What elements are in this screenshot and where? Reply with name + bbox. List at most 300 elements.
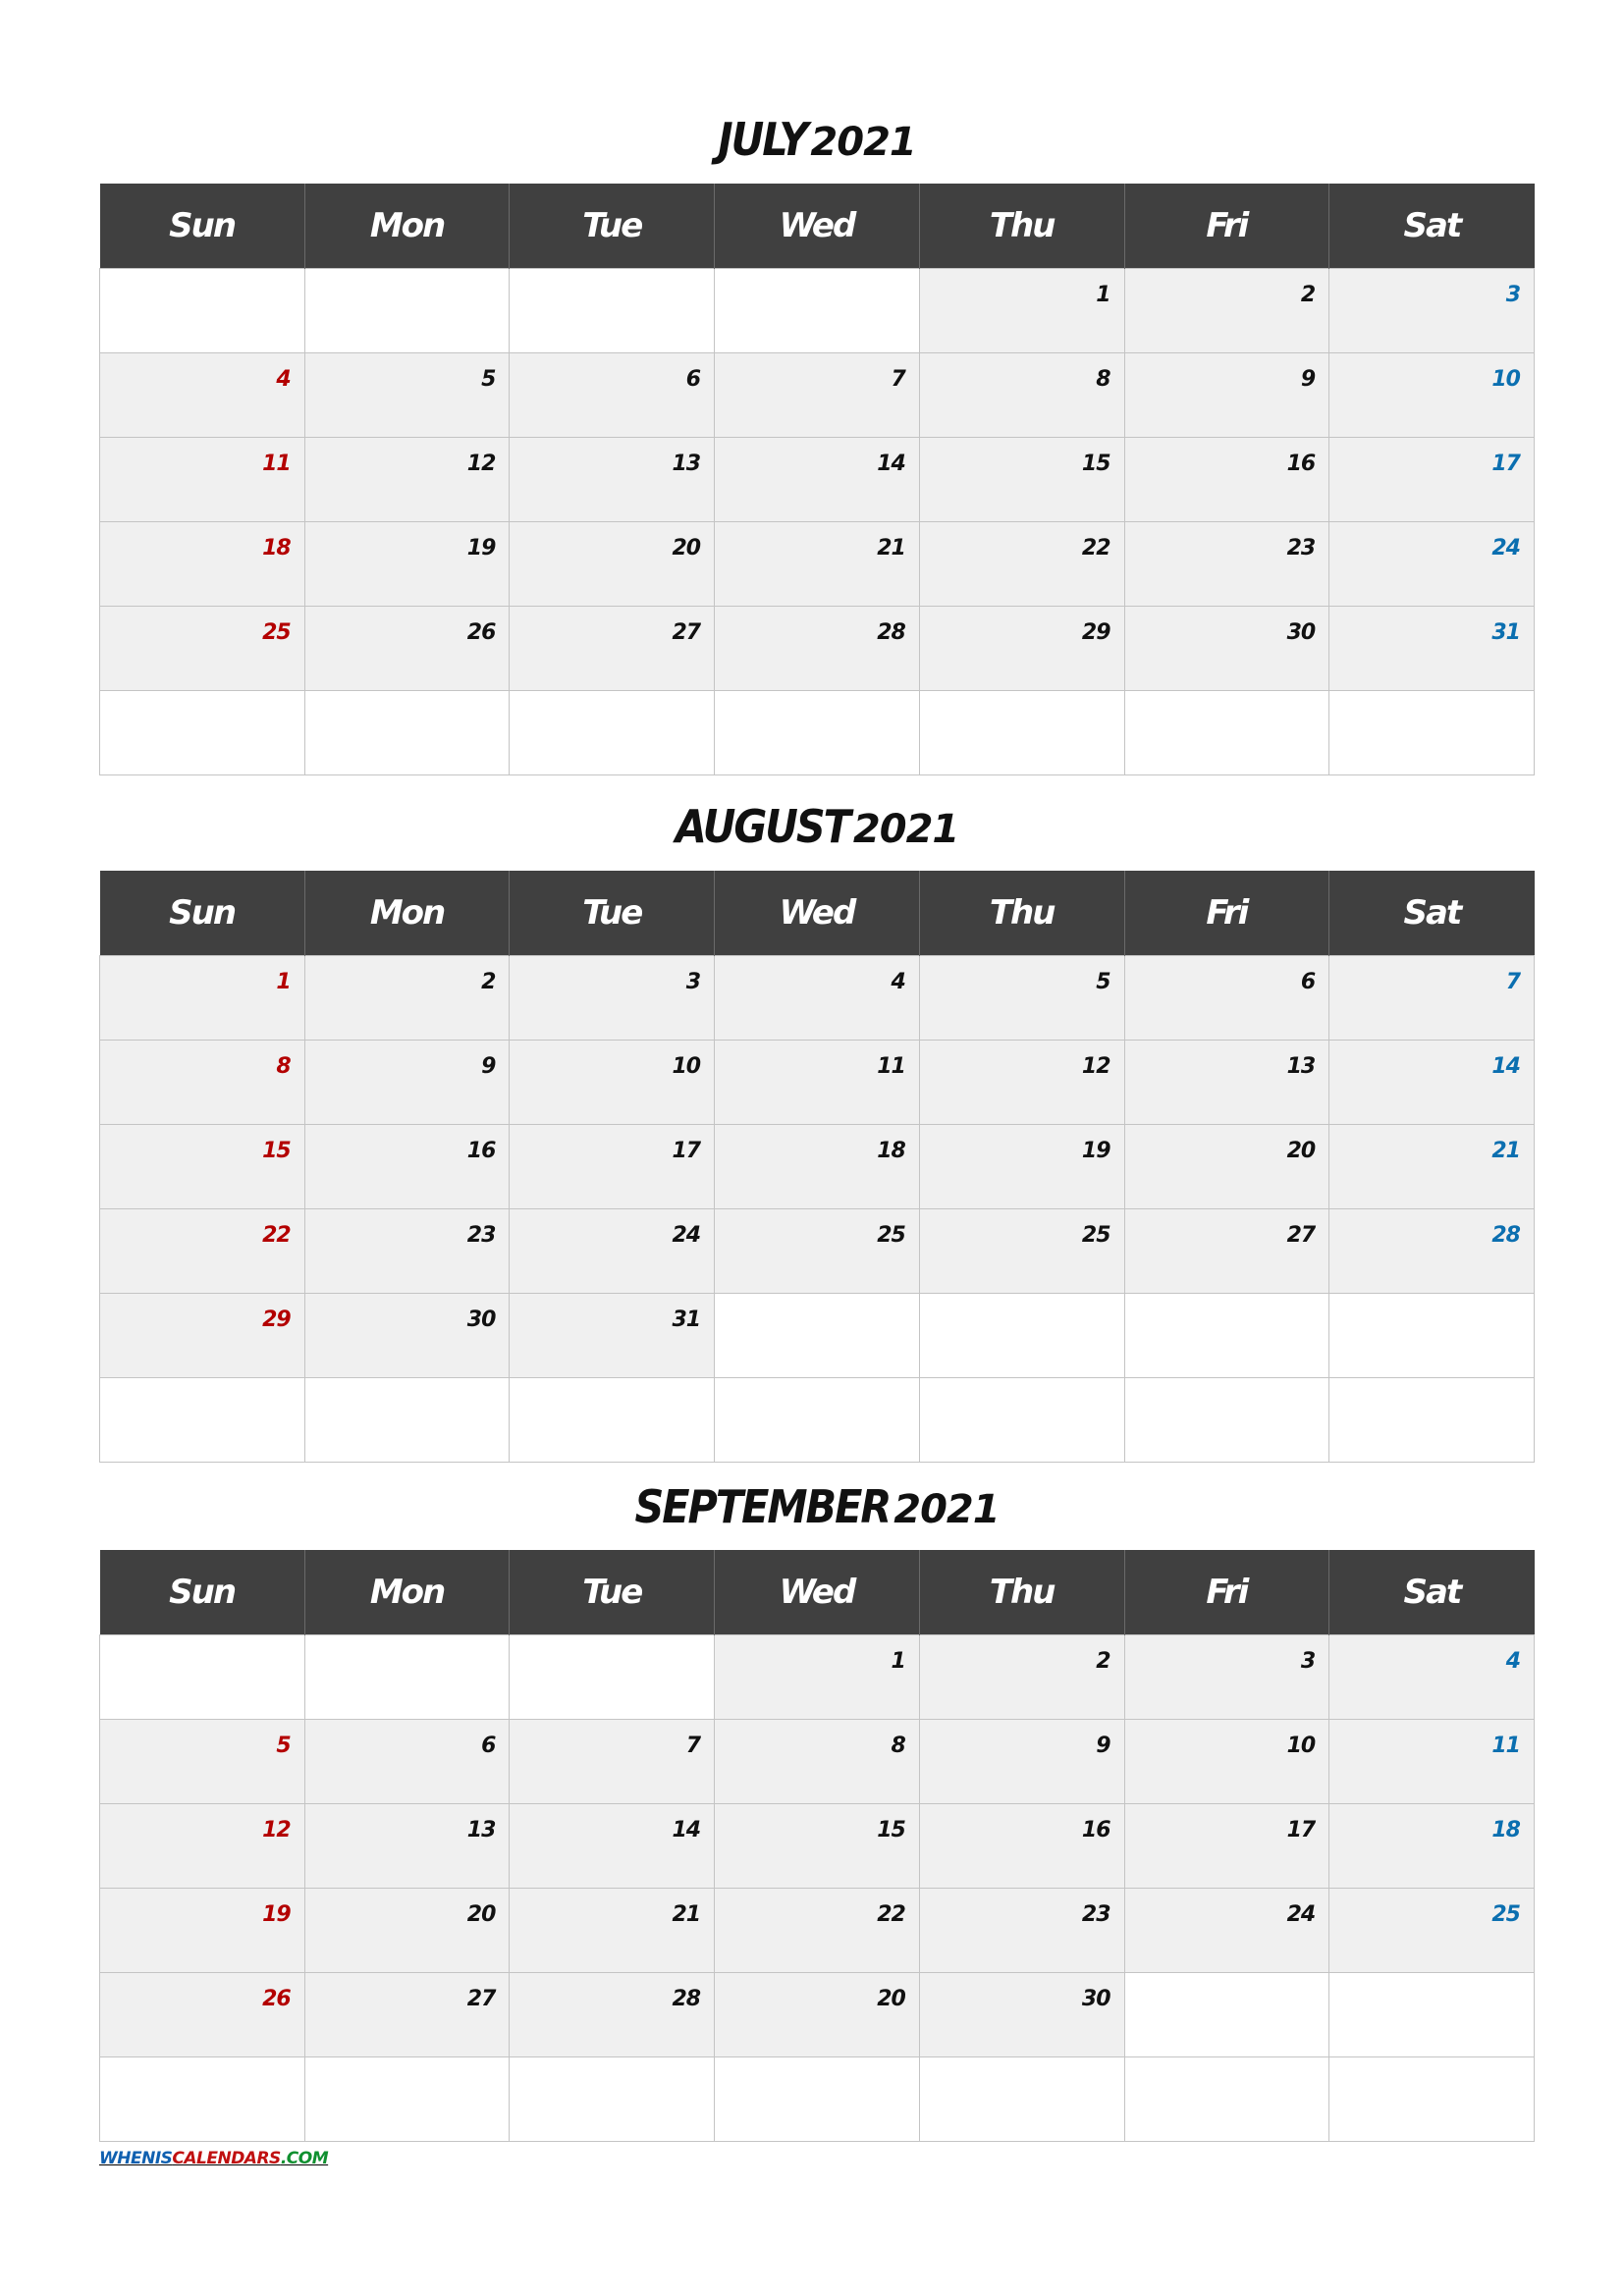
- day-number: 2: [1300, 283, 1316, 307]
- day-number: 4: [891, 970, 905, 994]
- day-number: 19: [262, 1902, 291, 1927]
- day-number: 15: [262, 1139, 291, 1163]
- day-cell[interactable]: [304, 956, 510, 1041]
- day-number: 23: [466, 1223, 496, 1248]
- day-number: [1520, 1379, 1534, 1393]
- day-number: 7: [1505, 970, 1520, 994]
- day-cell[interactable]: [919, 269, 1124, 353]
- day-number: 3: [1505, 283, 1520, 307]
- day-number: 30: [1081, 1987, 1110, 2011]
- day-number: [1520, 2058, 1534, 2072]
- day-cell[interactable]: [304, 1125, 510, 1209]
- day-number: 25: [262, 620, 291, 645]
- day-cell[interactable]: [1124, 2057, 1329, 2142]
- day-number: [905, 270, 919, 284]
- day-cell[interactable]: [510, 1041, 715, 1125]
- day-cell[interactable]: [304, 1720, 510, 1804]
- day-number: [1315, 1974, 1328, 1988]
- day-number: 31: [672, 1308, 701, 1332]
- day-number: 23: [1286, 536, 1316, 561]
- day-cell[interactable]: [100, 269, 305, 353]
- day-number: 11: [877, 1054, 905, 1079]
- day-cell[interactable]: [1124, 1720, 1329, 1804]
- day-cell[interactable]: [304, 353, 510, 438]
- day-number: 13: [466, 1818, 496, 1842]
- weekday-header: Tue: [510, 184, 715, 269]
- day-cell[interactable]: [304, 438, 510, 522]
- day-cell[interactable]: [1124, 607, 1329, 691]
- day-number: 22: [262, 1223, 291, 1248]
- day-number: [1520, 692, 1534, 706]
- day-cell[interactable]: [510, 438, 715, 522]
- day-cell[interactable]: [304, 2057, 510, 2142]
- day-cell[interactable]: [1329, 1635, 1535, 1720]
- week-row: [100, 691, 1535, 775]
- weekday-header: Fri: [1124, 184, 1329, 269]
- day-cell[interactable]: [919, 956, 1124, 1041]
- day-cell[interactable]: [1124, 438, 1329, 522]
- day-cell[interactable]: [510, 269, 715, 353]
- day-cell[interactable]: [1124, 1125, 1329, 1209]
- week-row: [100, 1041, 1535, 1125]
- day-number: 6: [481, 1734, 496, 1758]
- day-cell[interactable]: [1124, 956, 1329, 1041]
- weekday-header: Fri: [1124, 871, 1329, 956]
- day-number: 25: [1081, 1223, 1110, 1248]
- day-cell[interactable]: [715, 1720, 920, 1804]
- day-cell[interactable]: [1124, 1209, 1329, 1294]
- day-cell[interactable]: [1124, 269, 1329, 353]
- day-number: [1315, 1295, 1328, 1308]
- day-number: 21: [877, 536, 905, 561]
- day-cell[interactable]: [100, 1720, 305, 1804]
- day-cell[interactable]: [1329, 522, 1535, 607]
- day-cell[interactable]: [1124, 1041, 1329, 1125]
- day-number: 14: [1491, 1054, 1520, 1079]
- day-cell[interactable]: [1124, 1635, 1329, 1720]
- day-number: [495, 2058, 509, 2072]
- day-cell[interactable]: [715, 353, 920, 438]
- day-number: [700, 1379, 714, 1393]
- weekday-header: Mon: [304, 1550, 510, 1635]
- day-number: [905, 692, 919, 706]
- day-number: [700, 2058, 714, 2072]
- day-cell[interactable]: [100, 1973, 305, 2057]
- day-cell[interactable]: [100, 1378, 305, 1463]
- day-number: [1315, 2058, 1328, 2072]
- day-cell[interactable]: [919, 1889, 1124, 1973]
- day-number: 28: [672, 1987, 701, 2011]
- footer-part-1: WHENIS: [99, 2149, 173, 2168]
- day-number: [291, 270, 304, 284]
- day-number: 21: [1491, 1139, 1520, 1163]
- day-cell[interactable]: [1329, 1294, 1535, 1378]
- day-number: 22: [1081, 536, 1110, 561]
- day-cell[interactable]: [100, 1294, 305, 1378]
- day-cell[interactable]: [919, 1209, 1124, 1294]
- day-number: 12: [1081, 1054, 1110, 1079]
- day-cell[interactable]: [510, 1635, 715, 1720]
- day-cell[interactable]: [510, 691, 715, 775]
- day-cell[interactable]: [100, 607, 305, 691]
- day-cell[interactable]: [1329, 1209, 1535, 1294]
- day-number: 24: [1286, 1902, 1316, 1927]
- day-number: 1: [891, 1649, 905, 1674]
- day-number: 27: [466, 1987, 496, 2011]
- month-name: JULY: [718, 113, 807, 166]
- day-number: 30: [1286, 620, 1316, 645]
- day-cell[interactable]: [715, 1041, 920, 1125]
- day-cell[interactable]: [919, 1125, 1124, 1209]
- day-number: [291, 692, 304, 706]
- day-number: 21: [672, 1902, 701, 1927]
- day-cell[interactable]: [304, 269, 510, 353]
- day-cell[interactable]: [510, 1889, 715, 1973]
- day-cell[interactable]: [715, 1378, 920, 1463]
- day-number: 9: [1096, 1734, 1110, 1758]
- day-cell[interactable]: [919, 1804, 1124, 1889]
- day-cell[interactable]: [100, 956, 305, 1041]
- weekday-header: Mon: [304, 184, 510, 269]
- day-cell[interactable]: [304, 1973, 510, 2057]
- weekday-header: Sun: [100, 871, 305, 956]
- day-number: 24: [1491, 536, 1520, 561]
- day-number: 29: [262, 1308, 291, 1332]
- day-cell[interactable]: [715, 1635, 920, 1720]
- weekday-header: Sat: [1329, 871, 1535, 956]
- day-number: 5: [1096, 970, 1110, 994]
- day-cell[interactable]: [1124, 1378, 1329, 1463]
- day-number: 6: [1300, 970, 1316, 994]
- month-title: [99, 797, 1535, 859]
- weekday-header: Mon: [304, 871, 510, 956]
- day-number: [1520, 1295, 1534, 1308]
- day-cell[interactable]: [304, 691, 510, 775]
- day-number: [291, 1379, 304, 1393]
- day-cell[interactable]: [1329, 2057, 1535, 2142]
- weekday-header: Fri: [1124, 1550, 1329, 1635]
- day-number: 27: [672, 620, 701, 645]
- day-cell[interactable]: [1329, 1041, 1535, 1125]
- weekday-header-row: [100, 184, 1535, 269]
- calendar-grid: [99, 1550, 1535, 2142]
- day-cell[interactable]: [715, 691, 920, 775]
- day-cell[interactable]: [510, 1378, 715, 1463]
- day-cell[interactable]: [510, 1973, 715, 2057]
- day-cell[interactable]: [919, 522, 1124, 607]
- day-cell[interactable]: [510, 353, 715, 438]
- day-number: 25: [877, 1223, 905, 1248]
- day-number: 28: [1491, 1223, 1520, 1248]
- day-number: 4: [1505, 1649, 1520, 1674]
- day-cell[interactable]: [715, 1804, 920, 1889]
- day-number: [1110, 692, 1124, 706]
- calendar-grid: [99, 871, 1535, 1463]
- week-row: [100, 1973, 1535, 2057]
- weekday-header-row: [100, 871, 1535, 956]
- month-year: 2021: [893, 1487, 1000, 1532]
- weekday-header: Sun: [100, 1550, 305, 1635]
- day-cell[interactable]: [715, 1973, 920, 2057]
- day-number: 13: [672, 452, 701, 476]
- day-cell[interactable]: [919, 438, 1124, 522]
- day-number: 2: [481, 970, 496, 994]
- week-row: [100, 607, 1535, 691]
- day-cell[interactable]: [715, 1209, 920, 1294]
- month-year: 2021: [810, 120, 916, 165]
- day-number: 23: [1081, 1902, 1110, 1927]
- day-number: 5: [481, 367, 496, 392]
- day-number: 7: [891, 367, 905, 392]
- day-number: [700, 692, 714, 706]
- weekday-header-row: [100, 1550, 1535, 1635]
- day-cell[interactable]: [100, 2057, 305, 2142]
- day-cell[interactable]: [715, 1125, 920, 1209]
- day-cell[interactable]: [919, 1635, 1124, 1720]
- day-cell[interactable]: [919, 2057, 1124, 2142]
- day-cell[interactable]: [919, 1378, 1124, 1463]
- day-number: 10: [1491, 367, 1520, 392]
- weekday-header: Wed: [715, 184, 920, 269]
- day-number: 14: [877, 452, 905, 476]
- day-cell[interactable]: [919, 1720, 1124, 1804]
- day-number: 30: [466, 1308, 496, 1332]
- day-number: 13: [1286, 1054, 1316, 1079]
- week-row: [100, 1378, 1535, 1463]
- day-cell[interactable]: [100, 1804, 305, 1889]
- week-row: [100, 1635, 1535, 1720]
- footer-part-3: .COM: [280, 2149, 329, 2168]
- day-cell[interactable]: [919, 1041, 1124, 1125]
- day-cell[interactable]: [1329, 1889, 1535, 1973]
- week-row: [100, 1889, 1535, 1973]
- day-number: 1: [276, 970, 291, 994]
- month-title: [99, 1477, 1535, 1539]
- day-number: 10: [1286, 1734, 1316, 1758]
- day-number: 17: [672, 1139, 701, 1163]
- week-row: [100, 1209, 1535, 1294]
- day-cell[interactable]: [100, 522, 305, 607]
- day-number: 5: [276, 1734, 291, 1758]
- day-cell[interactable]: [510, 2057, 715, 2142]
- day-number: 2: [1096, 1649, 1110, 1674]
- day-cell[interactable]: [715, 1889, 920, 1973]
- day-number: [495, 270, 509, 284]
- day-number: 11: [1491, 1734, 1520, 1758]
- day-cell[interactable]: [1329, 1125, 1535, 1209]
- day-cell[interactable]: [304, 1294, 510, 1378]
- day-number: 29: [1081, 620, 1110, 645]
- day-cell[interactable]: [510, 1294, 715, 1378]
- week-row: [100, 1720, 1535, 1804]
- day-cell[interactable]: [510, 1209, 715, 1294]
- day-cell[interactable]: [715, 956, 920, 1041]
- day-cell[interactable]: [1329, 691, 1535, 775]
- day-number: 20: [466, 1902, 496, 1927]
- month-name: SEPTEMBER: [634, 1480, 891, 1533]
- weekday-header: Wed: [715, 1550, 920, 1635]
- day-cell[interactable]: [1329, 1378, 1535, 1463]
- day-cell[interactable]: [100, 691, 305, 775]
- day-number: 17: [1286, 1818, 1316, 1842]
- day-cell[interactable]: [1124, 353, 1329, 438]
- day-cell[interactable]: [100, 1635, 305, 1720]
- day-cell[interactable]: [715, 607, 920, 691]
- day-number: 10: [672, 1054, 701, 1079]
- day-number: [291, 1636, 304, 1650]
- day-number: 26: [466, 620, 496, 645]
- day-number: [1110, 1379, 1124, 1393]
- day-cell[interactable]: [1329, 1804, 1535, 1889]
- day-number: [1520, 1974, 1534, 1988]
- day-cell[interactable]: [510, 1804, 715, 1889]
- day-number: [700, 270, 714, 284]
- day-cell[interactable]: [1124, 1804, 1329, 1889]
- day-cell[interactable]: [1329, 353, 1535, 438]
- day-cell[interactable]: [100, 1125, 305, 1209]
- day-cell[interactable]: [919, 1973, 1124, 2057]
- month-name: AUGUST: [675, 800, 849, 853]
- day-cell[interactable]: [100, 1209, 305, 1294]
- day-number: 16: [1081, 1818, 1110, 1842]
- week-row: [100, 2057, 1535, 2142]
- day-number: 15: [1081, 452, 1110, 476]
- week-row: [100, 353, 1535, 438]
- day-number: [1110, 1295, 1124, 1308]
- day-number: 27: [1286, 1223, 1316, 1248]
- day-cell[interactable]: [715, 2057, 920, 2142]
- day-cell[interactable]: [304, 1889, 510, 1973]
- month-year: 2021: [852, 807, 959, 852]
- day-number: [700, 1636, 714, 1650]
- weekday-header: Sun: [100, 184, 305, 269]
- day-cell[interactable]: [715, 269, 920, 353]
- source-link[interactable]: [99, 2149, 328, 2168]
- day-number: 7: [685, 1734, 701, 1758]
- day-number: 3: [685, 970, 701, 994]
- day-number: [1315, 1379, 1328, 1393]
- day-number: 18: [877, 1139, 905, 1163]
- day-number: 25: [1491, 1902, 1520, 1927]
- day-number: 16: [1286, 452, 1316, 476]
- month-title: [99, 110, 1535, 172]
- day-cell[interactable]: [100, 1041, 305, 1125]
- week-row: [100, 1125, 1535, 1209]
- day-number: [495, 1636, 509, 1650]
- day-number: 3: [1300, 1649, 1316, 1674]
- day-number: 19: [1081, 1139, 1110, 1163]
- day-cell[interactable]: [1124, 1294, 1329, 1378]
- weekday-header: Thu: [919, 871, 1124, 956]
- day-cell[interactable]: [510, 1720, 715, 1804]
- day-cell[interactable]: [1124, 1973, 1329, 2057]
- day-cell[interactable]: [304, 522, 510, 607]
- day-cell[interactable]: [100, 1889, 305, 1973]
- day-cell[interactable]: [510, 1125, 715, 1209]
- day-cell[interactable]: [1124, 522, 1329, 607]
- day-cell[interactable]: [1329, 607, 1535, 691]
- day-number: 6: [685, 367, 701, 392]
- day-number: [905, 2058, 919, 2072]
- week-row: [100, 956, 1535, 1041]
- day-cell[interactable]: [919, 1294, 1124, 1378]
- day-cell[interactable]: [1329, 956, 1535, 1041]
- day-number: 20: [877, 1987, 905, 2011]
- day-number: 12: [466, 452, 496, 476]
- day-cell[interactable]: [510, 522, 715, 607]
- day-cell[interactable]: [304, 1804, 510, 1889]
- day-number: 14: [672, 1818, 701, 1842]
- weekday-header: Tue: [510, 1550, 715, 1635]
- week-row: [100, 438, 1535, 522]
- day-cell[interactable]: [715, 438, 920, 522]
- week-row: [100, 522, 1535, 607]
- day-number: 4: [276, 367, 291, 392]
- day-cell[interactable]: [304, 1041, 510, 1125]
- day-cell[interactable]: [715, 522, 920, 607]
- week-row: [100, 1294, 1535, 1378]
- day-number: [905, 1295, 919, 1308]
- day-number: 17: [1491, 452, 1520, 476]
- day-number: 16: [466, 1139, 496, 1163]
- day-number: 28: [877, 620, 905, 645]
- day-cell[interactable]: [919, 353, 1124, 438]
- day-number: 20: [1286, 1139, 1316, 1163]
- day-number: [1110, 2058, 1124, 2072]
- day-number: 12: [262, 1818, 291, 1842]
- day-cell[interactable]: [510, 607, 715, 691]
- day-cell[interactable]: [510, 956, 715, 1041]
- weekday-header: Sat: [1329, 184, 1535, 269]
- day-number: [905, 1379, 919, 1393]
- day-number: 26: [262, 1987, 291, 2011]
- weekday-header: Sat: [1329, 1550, 1535, 1635]
- day-number: 22: [877, 1902, 905, 1927]
- day-number: 31: [1491, 620, 1520, 645]
- day-cell[interactable]: [1124, 691, 1329, 775]
- week-row: [100, 1804, 1535, 1889]
- weekday-header: Thu: [919, 184, 1124, 269]
- day-number: 9: [1300, 367, 1316, 392]
- day-number: [291, 2058, 304, 2072]
- day-cell[interactable]: [1329, 1720, 1535, 1804]
- day-number: 9: [481, 1054, 496, 1079]
- day-number: 8: [1096, 367, 1110, 392]
- day-number: 24: [672, 1223, 701, 1248]
- day-number: 20: [672, 536, 701, 561]
- day-cell[interactable]: [919, 607, 1124, 691]
- day-cell[interactable]: [304, 1378, 510, 1463]
- day-cell[interactable]: [1329, 1973, 1535, 2057]
- day-number: 1: [1096, 283, 1110, 307]
- weekday-header: Thu: [919, 1550, 1124, 1635]
- footer-part-2: CALENDARS: [172, 2149, 281, 2168]
- day-cell[interactable]: [100, 438, 305, 522]
- day-cell[interactable]: [100, 353, 305, 438]
- day-cell[interactable]: [1329, 438, 1535, 522]
- day-cell[interactable]: [715, 1294, 920, 1378]
- day-number: 18: [262, 536, 291, 561]
- day-cell[interactable]: [304, 1635, 510, 1720]
- day-cell[interactable]: [1124, 1889, 1329, 1973]
- day-cell[interactable]: [304, 1209, 510, 1294]
- day-cell[interactable]: [304, 607, 510, 691]
- day-number: [495, 692, 509, 706]
- day-cell[interactable]: [919, 691, 1124, 775]
- day-cell[interactable]: [1329, 269, 1535, 353]
- day-number: 8: [276, 1054, 291, 1079]
- calendar-grid: [99, 184, 1535, 775]
